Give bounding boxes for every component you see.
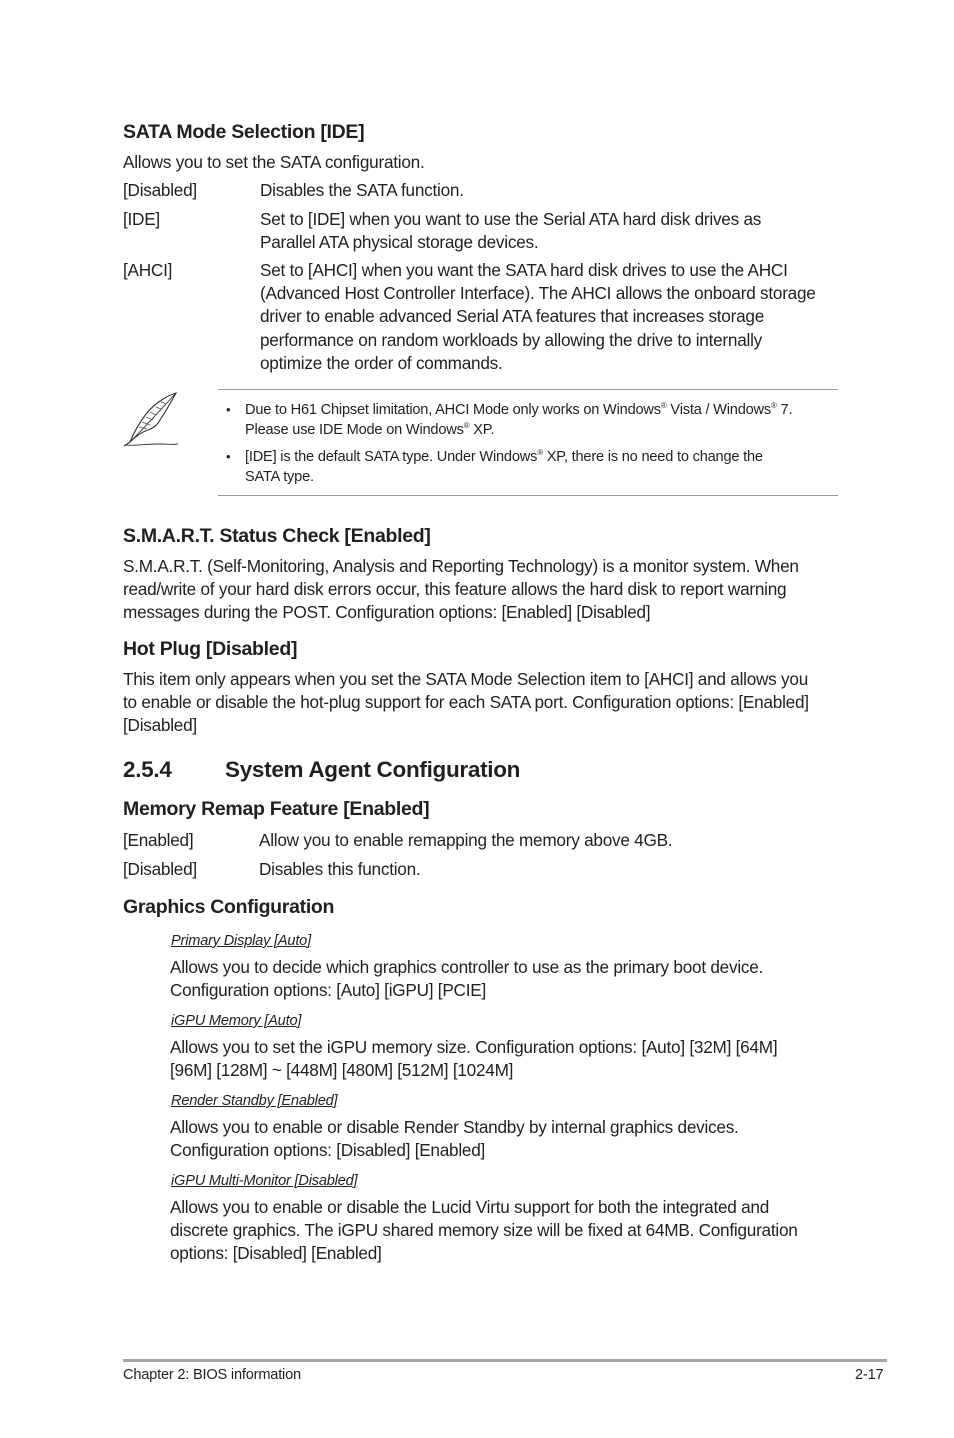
option-description: Allow you to enable remapping the memory above 4GB. — [259, 830, 673, 850]
smart-text: S.M.A.R.T. (Self-Monitoring, Analysis and Reporting Technology) is a monitor system. When — [123, 556, 799, 576]
option-key: [IDE] — [123, 209, 160, 229]
option-description: performance on random workloads by allowing the drive to internally — [260, 330, 763, 350]
note-line: SATA type. — [245, 469, 314, 485]
hotplug-heading: Hot Plug [Disabled] — [123, 638, 298, 660]
page-number: 2-17 — [855, 1367, 884, 1383]
setting-description: Allows you to enable or disable the Lucid Virtu support for both the integrated and — [170, 1197, 770, 1217]
note-line: Due to H61 Chipset limitation, AHCI Mode only works on Windows® Vista / Windows® 7. — [245, 401, 793, 418]
note-line: [IDE] is the default SATA type. Under Windows® XP, there is no need to change the — [245, 448, 763, 465]
footer-rule — [123, 1359, 887, 1362]
hotplug-text: [Disabled] — [123, 715, 197, 735]
smart-text: read/write of your hard disk errors occur, this feature allows the hard disk to report warning — [123, 579, 787, 599]
section-number: 2.5.4 — [123, 757, 172, 782]
note-top-rule — [218, 389, 838, 390]
note-bottom-rule — [218, 495, 838, 496]
setting-description: discrete graphics. The iGPU shared memory size will be fixed at 64MB. Configuration — [170, 1220, 798, 1240]
setting-description: Configuration options: [Auto] [iGPU] [PCIE] — [170, 980, 486, 1000]
setting-description: Allows you to set the iGPU memory size. Configuration options: [Auto] [32M] [64M] — [170, 1037, 778, 1057]
smart-text: messages during the POST. Configuration options: [Enabled] [Disabled] — [123, 602, 651, 622]
sata-mode-intro: Allows you to set the SATA configuration. — [123, 152, 425, 172]
hotplug-text: This item only appears when you set the SATA Mode Selection item to [AHCI] and allows you — [123, 669, 809, 689]
option-description: optimize the order of commands. — [260, 353, 503, 373]
section-title: System Agent Configuration — [225, 757, 521, 782]
option-description: Set to [AHCI] when you want the SATA hard disk drives to use the AHCI — [260, 260, 788, 280]
option-description: Disables this function. — [259, 859, 421, 879]
option-key: [Disabled] — [123, 859, 197, 879]
option-key: [AHCI] — [123, 260, 173, 280]
sata-mode-heading: SATA Mode Selection [IDE] — [123, 121, 365, 143]
setting-description: [96M] [128M] ~ [448M] [480M] [512M] [1024M] — [170, 1060, 514, 1080]
option-key: [Disabled] — [123, 180, 197, 200]
hotplug-text: to enable or disable the hot-plug support for each SATA port. Configuration options: [Enabled] — [123, 692, 809, 712]
setting-description: Configuration options: [Disabled] [Enabled] — [170, 1140, 486, 1160]
footer-chapter: Chapter 2: BIOS information — [123, 1367, 301, 1383]
graphics-heading: Graphics Configuration — [123, 896, 335, 918]
option-description: Set to [IDE] when you want to use the Serial ATA hard disk drives as — [260, 209, 762, 229]
feather-pen-icon — [120, 390, 182, 450]
option-key: [Enabled] — [123, 830, 194, 850]
setting-description: Allows you to decide which graphics controller to use as the primary boot device. — [170, 957, 764, 977]
option-description: (Advanced Host Controller Interface). The AHCI allows the onboard storage — [260, 283, 816, 303]
smart-heading: S.M.A.R.T. Status Check [Enabled] — [123, 525, 431, 547]
memremap-heading: Memory Remap Feature [Enabled] — [123, 798, 430, 820]
note-line: Please use IDE Mode on Windows® XP. — [245, 421, 495, 438]
bullet: • — [226, 449, 231, 464]
option-description: Disables the SATA function. — [260, 180, 464, 200]
setting-label: iGPU Memory [Auto] — [171, 1013, 302, 1029]
option-description: driver to enable advanced Serial ATA features that increases storage — [260, 306, 765, 326]
setting-description: Allows you to enable or disable Render Standby by internal graphics devices. — [170, 1117, 739, 1137]
option-description: Parallel ATA physical storage devices. — [260, 232, 539, 252]
bullet: • — [226, 402, 231, 417]
setting-label: Render Standby [Enabled] — [171, 1093, 338, 1109]
setting-label: iGPU Multi-Monitor [Disabled] — [171, 1173, 358, 1189]
setting-label: Primary Display [Auto] — [171, 933, 311, 949]
setting-description: options: [Disabled] [Enabled] — [170, 1243, 382, 1263]
